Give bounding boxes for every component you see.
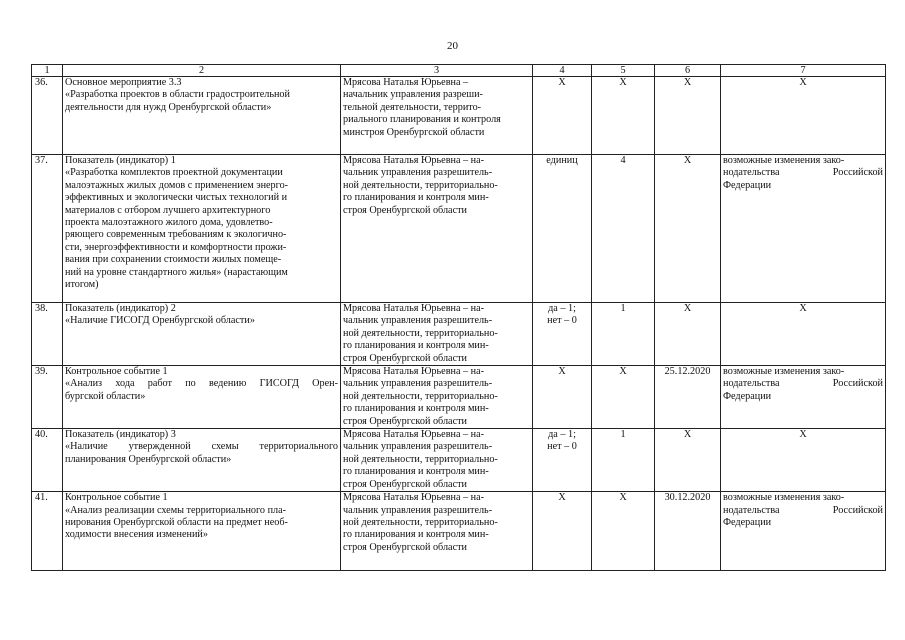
activity-name: [63, 429, 341, 492]
activities-table: [31, 64, 886, 571]
unit-cell: X: [533, 77, 592, 155]
text-line: нодательства Российской: [723, 167, 883, 179]
text-line: ной деятельности, территориально-: [343, 516, 498, 528]
text-line: чальник управления разрешитель-: [343, 315, 493, 327]
text-line: нодательства Российской: [723, 504, 883, 516]
responsible-person: [341, 155, 533, 303]
risk-cell: X: [721, 303, 886, 366]
activity-name: [63, 77, 341, 155]
text-line: ной деятельности, территориально-: [343, 453, 498, 465]
text-line: Контрольное событие 1: [65, 492, 168, 504]
responsible-person: [341, 429, 533, 492]
value-cell: X: [592, 492, 655, 571]
text-line: «Наличие ГИСОГД Оренбургской области»: [65, 315, 255, 327]
text-line: малоэтажных жилых домов с применением энерго-: [65, 179, 289, 191]
date-cell: X: [655, 303, 721, 366]
text-line: Федерации: [723, 390, 772, 402]
unit-cell: X: [533, 366, 592, 429]
date-cell: 25.12.2020: [655, 366, 721, 429]
text-line: деятельности для нужд Оренбургской области»: [65, 101, 272, 113]
text-line: проекта малоэтажного жилого дома, удовлетво-: [65, 217, 273, 229]
text-line: сти, энергоэффективности и комфортности прожи-: [65, 241, 287, 253]
table-row: [32, 77, 886, 155]
text-line: риального планирования и контроля: [343, 114, 501, 126]
column-header: 4: [533, 65, 592, 77]
date-cell: X: [655, 155, 721, 303]
text-line: го планирования и контроля мин-: [343, 340, 489, 352]
row-number: 39.: [32, 366, 63, 429]
text-line: Показатель (индикатор) 3: [65, 429, 176, 441]
text-line: «Анализ реализации схемы территориального пла-: [65, 504, 287, 516]
table-row: [32, 155, 886, 303]
text-line: «Разработка комплектов проектной документации: [65, 167, 283, 179]
text-line: да – 1;: [548, 303, 576, 314]
value-cell: X: [592, 77, 655, 155]
text-line: минстроя Оренбургской области: [343, 126, 485, 138]
column-header: 1: [32, 65, 63, 77]
text-line: начальник управления разреши-: [343, 89, 483, 101]
text-line: чальник управления разрешитель-: [343, 441, 493, 453]
responsible-person: [341, 77, 533, 155]
risk-cell: [721, 492, 886, 571]
text-line: строя Оренбургской области: [343, 204, 468, 216]
text-line: «Анализ хода работ по ведению ГИСОГД Орен-: [65, 378, 338, 390]
row-number: 37.: [32, 155, 63, 303]
text-line: Федерации: [723, 179, 772, 191]
unit-cell: единиц: [533, 155, 592, 303]
text-line: нет – 0: [547, 441, 577, 453]
text-line: строя Оренбургской области: [343, 478, 468, 490]
value-cell: 4: [592, 155, 655, 303]
text-line: Контрольное событие 1: [65, 366, 168, 378]
text-line: чальник управления разрешитель-: [343, 378, 493, 390]
text-line: бургской области»: [65, 390, 146, 402]
text-line: ний на уровне стандартного жилья» (нарастающим: [65, 266, 288, 278]
text-line: планирования Оренбургской области»: [65, 453, 232, 465]
date-cell: 30.12.2020: [655, 492, 721, 571]
text-line: ходимости внесения изменений»: [65, 529, 208, 541]
text-line: строя Оренбургской области: [343, 541, 468, 553]
table-row: [32, 303, 886, 366]
text-line: возможные изменения зако-: [723, 155, 845, 166]
text-line: Мрясова Наталья Юрьевна – на-: [343, 303, 485, 314]
row-number: 38.: [32, 303, 63, 366]
column-header: 3: [341, 65, 533, 77]
page-number: 20: [447, 40, 458, 52]
activity-name: [63, 366, 341, 429]
row-number: 40.: [32, 429, 63, 492]
risk-cell: [721, 155, 886, 303]
table-row: [32, 366, 886, 429]
value-cell: X: [592, 366, 655, 429]
responsible-person: [341, 303, 533, 366]
text-line: ной деятельности, территориально-: [343, 179, 498, 191]
header-row: [32, 65, 886, 77]
text-line: ной деятельности, территориально-: [343, 390, 498, 402]
text-line: нет – 0: [547, 315, 577, 327]
text-line: Федерации: [723, 516, 772, 528]
unit-cell: [533, 429, 592, 492]
text-line: возможные изменения зако-: [723, 366, 845, 378]
text-line: строя Оренбургской области: [343, 415, 468, 427]
activity-name: [63, 492, 341, 571]
text-line: «Разработка проектов в области градостроительной: [65, 89, 290, 101]
column-header: 5: [592, 65, 655, 77]
risk-cell: X: [721, 77, 886, 155]
date-cell: X: [655, 429, 721, 492]
value-cell: 1: [592, 303, 655, 366]
table-row: [32, 429, 886, 492]
column-header: 2: [63, 65, 341, 77]
unit-cell: X: [533, 492, 592, 571]
text-line: вания при сохранении стоимости жилых помеще-: [65, 254, 282, 266]
text-line: ной деятельности, территориально-: [343, 327, 498, 339]
responsible-person: [341, 366, 533, 429]
text-line: Основное мероприятие 3.3: [65, 77, 182, 88]
responsible-person: [341, 492, 533, 571]
text-line: да – 1;: [548, 429, 576, 441]
text-line: «Наличие утвержденной схемы территориального: [65, 441, 338, 453]
date-cell: X: [655, 77, 721, 155]
text-line: Мрясова Наталья Юрьевна – на-: [343, 492, 485, 504]
text-line: Мрясова Наталья Юрьевна – на-: [343, 429, 485, 441]
text-line: го планирования и контроля мин-: [343, 403, 489, 415]
text-line: эффективных и экологически чистых технологий и: [65, 192, 288, 204]
risk-cell: X: [721, 429, 886, 492]
text-line: Показатель (индикатор) 2: [65, 303, 176, 314]
text-line: строя Оренбургской области: [343, 352, 468, 364]
risk-cell: [721, 366, 886, 429]
text-line: возможные изменения зако-: [723, 492, 845, 504]
column-header: 6: [655, 65, 721, 77]
text-line: го планирования и контроля мин-: [343, 529, 489, 541]
text-line: итогом): [65, 279, 99, 291]
text-line: Мрясова Наталья Юрьевна – на-: [343, 155, 485, 166]
text-line: Показатель (индикатор) 1: [65, 155, 176, 166]
unit-cell: [533, 303, 592, 366]
text-line: Мрясова Наталья Юрьевна – на-: [343, 366, 485, 378]
column-header: 7: [721, 65, 886, 77]
text-line: тельной деятельности, террито-: [343, 101, 482, 113]
row-number: 36.: [32, 77, 63, 155]
text-line: чальник управления разрешитель-: [343, 167, 493, 179]
text-line: Мрясова Наталья Юрьевна –: [343, 77, 469, 88]
text-line: материалов с отбором лучшего архитектурного: [65, 204, 271, 216]
text-line: го планирования и контроля мин-: [343, 466, 489, 478]
text-line: ряющего современным требованиям к экологично-: [65, 229, 287, 241]
text-line: го планирования и контроля мин-: [343, 192, 489, 204]
text-line: нирования Оренбургской области на предмет необ-: [65, 516, 288, 528]
activity-name: [63, 303, 341, 366]
value-cell: 1: [592, 429, 655, 492]
table-row: [32, 492, 886, 571]
text-line: нодательства Российской: [723, 378, 883, 390]
row-number: 41.: [32, 492, 63, 571]
text-line: чальник управления разрешитель-: [343, 504, 493, 516]
activity-name: [63, 155, 341, 303]
